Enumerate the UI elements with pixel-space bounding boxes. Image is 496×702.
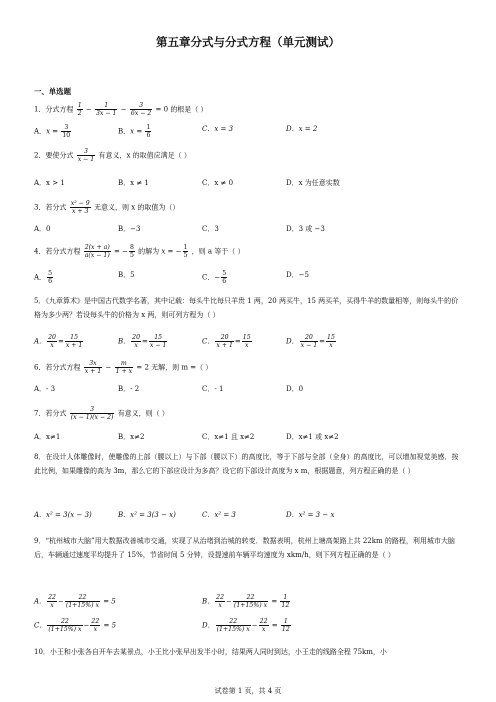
fraction: $\frac{3x}{x + 1}$ <box>84 360 102 375</box>
option-d: D．−5 <box>286 271 309 279</box>
option-a: A． $\frac{5}{6}$ <box>34 270 52 285</box>
question-3 <box>34 200 464 215</box>
option-c: C． $\frac{22}{(1+15\%) x}$ − $\frac{22}{x}$ = 5 <box>34 618 117 633</box>
question-2-stem: 2．要使分式 <box>34 151 74 160</box>
operator: = 0 <box>155 105 169 114</box>
option-c: C．- 1 <box>202 385 224 393</box>
option-a: A．x² = 3(x − 3) <box>34 511 92 519</box>
question-7-tail: 有意义，则（ ） <box>117 409 169 418</box>
option-c: C．x² = 3 <box>202 511 236 519</box>
option-d: D．x 为任意实数 <box>286 179 340 187</box>
question-5: 5．《九章算术》是中国古代数学名著，其中记载：每头牛比每只羊贵 1 两，20 两买牛，15 两买羊，买得牛羊的数量相等，则每头牛的价格为多少两？若设每头牛的价格为 x 两，则可列方程为（ ） <box>34 297 459 319</box>
question-1 <box>34 102 464 117</box>
option-a: A．x > 1 <box>34 179 65 187</box>
question-2-tail: 有意义，x 的取值应满足（ ） <box>98 151 191 160</box>
page-title: 第五章分式与分式方程（单元测试） <box>156 35 340 49</box>
question-3-tail: 无意义，则 x 的取值为（） <box>93 203 180 212</box>
option-a: A． $\frac{22}{x}$ − $\frac{22}{(1+15\%) x}$ = 5 <box>34 594 116 609</box>
option-c: C．x≠1 且 x≠2 <box>202 433 255 441</box>
fraction: $\frac{m}{1 + x}$ <box>115 360 133 375</box>
fraction: $\frac{\text{x² − 9}}{x + 3}$ <box>70 200 90 215</box>
question-6-stem: 6．若分式方程 <box>34 363 81 372</box>
question-7-stem: 7．若分式 <box>34 409 67 418</box>
question-4: 4．若分式方程 $\frac{2(x + a)}{a(x - 1)}$ = − $\frac{8}{5}$ 的解为 x = − $\frac{1}{5}$ ，则 a 等于（ ） <box>34 244 245 259</box>
option-b: B． $\frac{22}{x}$ − $\frac{22}{(1+15\%) x}$ = $\frac{1}{12}$ <box>202 594 290 609</box>
question-4-stem: 4．若分式方程 <box>34 247 81 256</box>
operator: − <box>85 105 92 114</box>
option-c: C．x = 3 <box>202 125 234 133</box>
question-2 <box>34 148 464 163</box>
option-d: D． $\frac{20}{x - 1}$ = $\frac{15}{x}$ <box>286 334 335 349</box>
fraction: $\frac{1}{5}$ <box>183 244 188 259</box>
fraction: $\frac{2(x + a)}{a(x - 1)}$ <box>84 244 110 259</box>
fraction: $\frac{8}{5}$ <box>129 244 134 259</box>
option-d: D．x = 2 <box>286 125 318 133</box>
option-a: A．0 <box>34 225 51 233</box>
question-4-mid: 的解为 <box>138 247 160 256</box>
question-8: 8．在设计人体雕像时，使雕像的上部（腰以上）与下部（腰以下）的高度比，等于下部与全部（全身）的高度比，可以增加视觉美感．按此比例，如果雕像的高为 3m，那么它的下部应设计为多高？设它的下部设计高度为 x m，根据题意，列方程正确的是（ ） <box>34 453 459 475</box>
option-d: D．0 <box>286 385 304 393</box>
question-6-options <box>34 384 464 396</box>
option-c: C．3 <box>202 225 219 233</box>
question-4-tail: ，则 a 等于（ ） <box>191 247 245 256</box>
option-b: B．x ≠ 1 <box>118 179 149 187</box>
option-b: B．x≠2 <box>118 433 145 441</box>
option-b: B．x² = 3(3 − x) <box>118 511 176 519</box>
section-heading: 一、单选题 <box>34 87 71 96</box>
option-a: A．x = $\frac{3}{10}$ <box>34 124 71 139</box>
option-b: B．5 <box>118 271 135 279</box>
option-a: A． $\frac{20}{x}$ = $\frac{15}{x + 1}$ <box>34 334 83 349</box>
option-d: D．3 或 −3 <box>286 225 325 233</box>
fraction: $\frac{3}{x - 1}$ <box>77 148 95 163</box>
fraction: $\frac{3}{6x - 2}$ <box>130 102 152 117</box>
question-9-options-cd <box>34 618 464 633</box>
question-6: 6．若分式方程 $\frac{3x}{x + 1}$ − $\frac{m}{1 + x}$ = 2 无解，则 m =（ ） <box>34 360 213 375</box>
question-1-tail: 的根是（ ） <box>170 105 208 114</box>
question-1-stem: 1．分式方程 <box>34 105 74 114</box>
option-b: B．−3 <box>118 225 141 233</box>
fraction: $\frac{1}{2}$ <box>77 102 82 117</box>
option-d: D． $\frac{22}{(1+15\%) x}$ − $\frac{22}{x}$ = $\frac{1}{12}$ <box>202 618 290 633</box>
option-b: B． $\frac{20}{x}$ = $\frac{15}{x - 1}$ <box>118 334 167 349</box>
question-4-options <box>34 270 464 285</box>
question-6-tail: = 2 无解，则 m =（ ） <box>136 363 213 372</box>
option-d: D．x≠1 或 x≠2 <box>286 433 339 441</box>
question-10: 10．小王和小张各自开车去某景点，小王比小张早出发半小时，结果两人同时到达，小王走的线路全程 75km，小 <box>34 648 387 656</box>
option-c: C．x ≠ 0 <box>202 179 234 187</box>
question-9-options-ab <box>34 594 464 609</box>
fraction: $\frac{3}{(x - 1)(x - 2)}$ <box>70 406 114 421</box>
option-c: C． $\frac{20}{x + 1}$ = $\frac{15}{x}$ <box>202 334 251 349</box>
question-7 <box>34 406 464 421</box>
option-a: A．x≠1 <box>34 433 61 441</box>
option-b: B．x = $\frac{1}{6}$ <box>118 124 151 139</box>
option-c: C．− $\frac{5}{6}$ <box>202 270 227 285</box>
question-3-options <box>34 224 464 236</box>
question-5-options <box>34 334 464 349</box>
question-2-options <box>34 178 464 190</box>
option-d: D．x² = 3 − x <box>286 511 335 519</box>
question-7-options <box>34 432 464 444</box>
option-b: B．- 2 <box>118 385 140 393</box>
question-1-options <box>34 124 464 139</box>
question-8-options <box>34 510 464 522</box>
question-9: 9．“杭州城市大脑”用大数据改善城市交通，实现了从治堵到治城的转变．数据表明，杭州上塘高架路上共 22km 的路程，利用城市大脑后，车辆通过速度平均提升了 15%，节省时间 5 分钟，设提速前车辆平均速度为 xkm/h，则下列方程正确的是（ ） <box>34 537 455 559</box>
fraction: $\frac{1}{3x - 1}$ <box>95 102 117 117</box>
operator: − <box>120 105 127 114</box>
option-a: A．- 3 <box>34 385 56 393</box>
question-3-stem: 3．若分式 <box>34 203 67 212</box>
page-footer: 试卷第 1 页，共 4 页 <box>214 687 282 695</box>
